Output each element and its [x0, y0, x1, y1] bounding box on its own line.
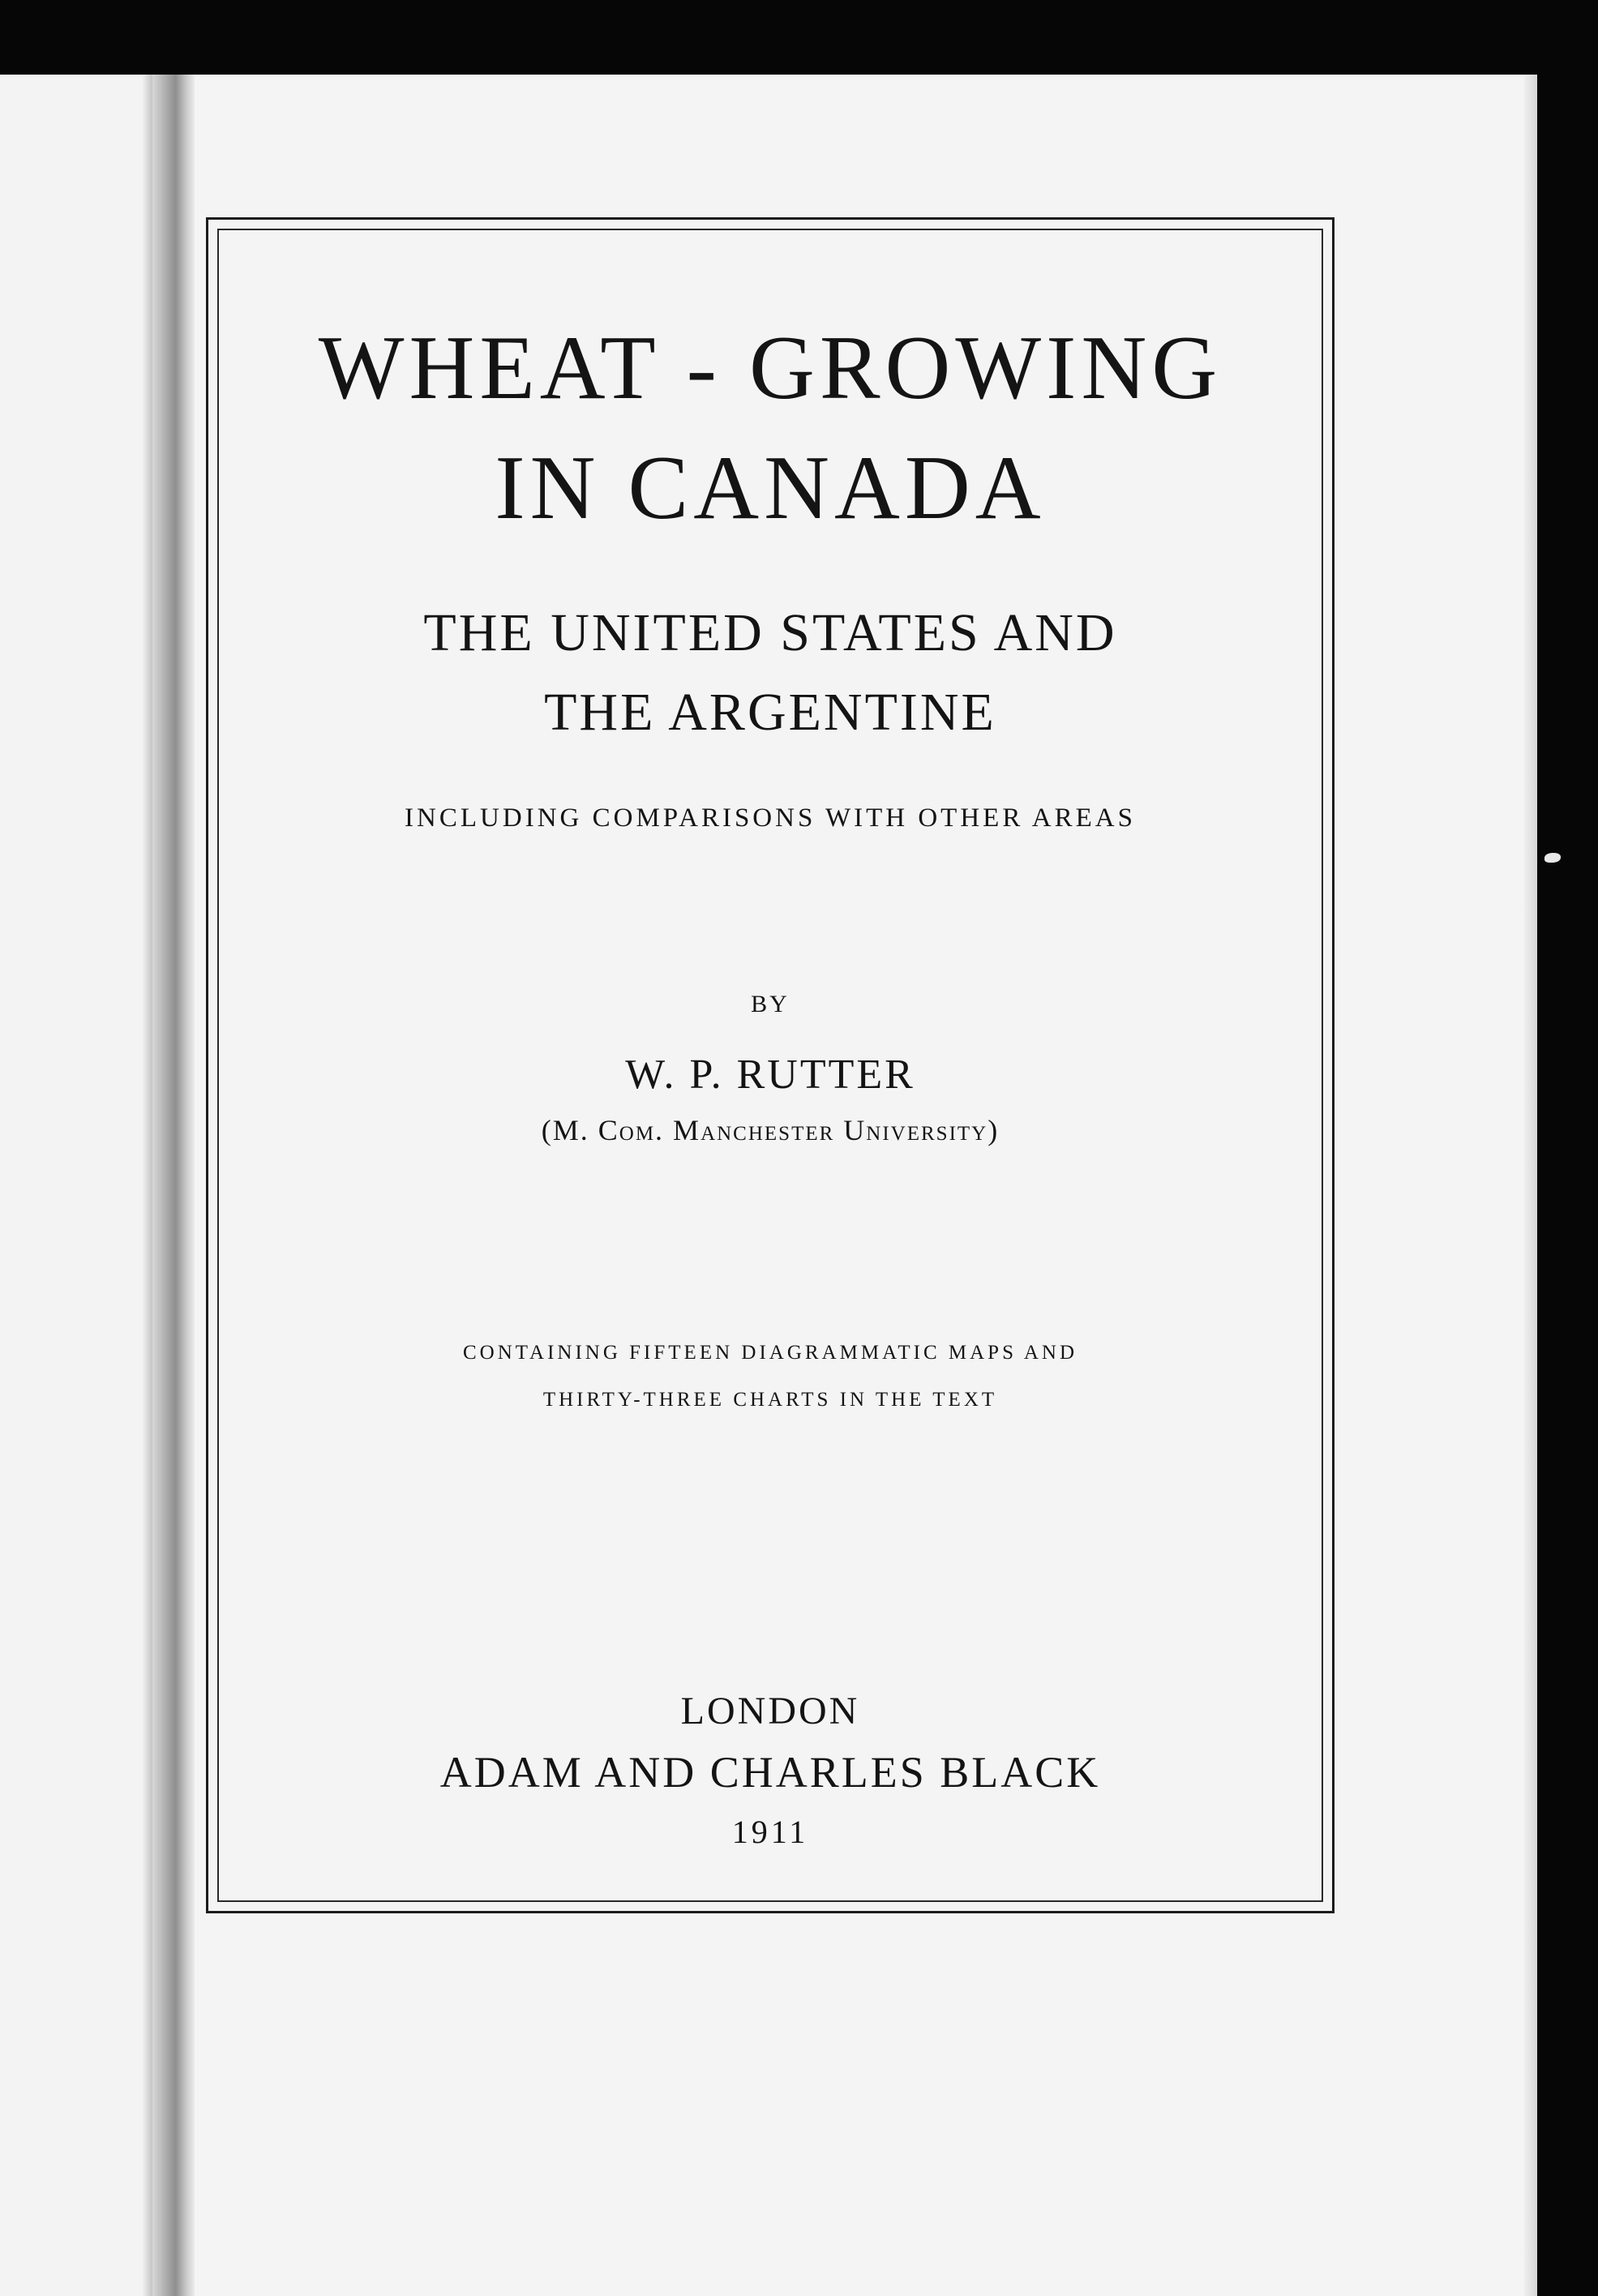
imprint-year: 1911	[731, 1814, 809, 1850]
imprint-publisher: ADAM AND CHARLES BLACK	[439, 1748, 1101, 1797]
author-affiliation: (M. Com. Manchester University)	[541, 1114, 1000, 1146]
contents-note-line-1: CONTAINING FIFTEEN DIAGRAMMATIC MAPS AND	[462, 1342, 1078, 1364]
facing-page	[0, 75, 152, 2296]
subtitle-line-2: THE ARGENTINE	[544, 683, 996, 742]
comparisons-line: INCLUDING COMPARISONS WITH OTHER AREAS	[405, 803, 1136, 833]
by-line: BY	[751, 991, 790, 1017]
contents-note-line-2: THIRTY-THREE CHARTS IN THE TEXT	[542, 1389, 998, 1411]
title-line-2: IN CANADA	[495, 438, 1046, 538]
page-speck	[1544, 853, 1561, 863]
title-line-1: WHEAT - GROWING	[318, 318, 1223, 418]
page-edge	[1524, 75, 1537, 2296]
subtitle-line-1: THE UNITED STATES AND	[423, 603, 1117, 662]
author-name: W. P. RUTTER	[625, 1052, 915, 1098]
book-gutter	[152, 75, 195, 2296]
imprint-city: LONDON	[680, 1690, 860, 1733]
